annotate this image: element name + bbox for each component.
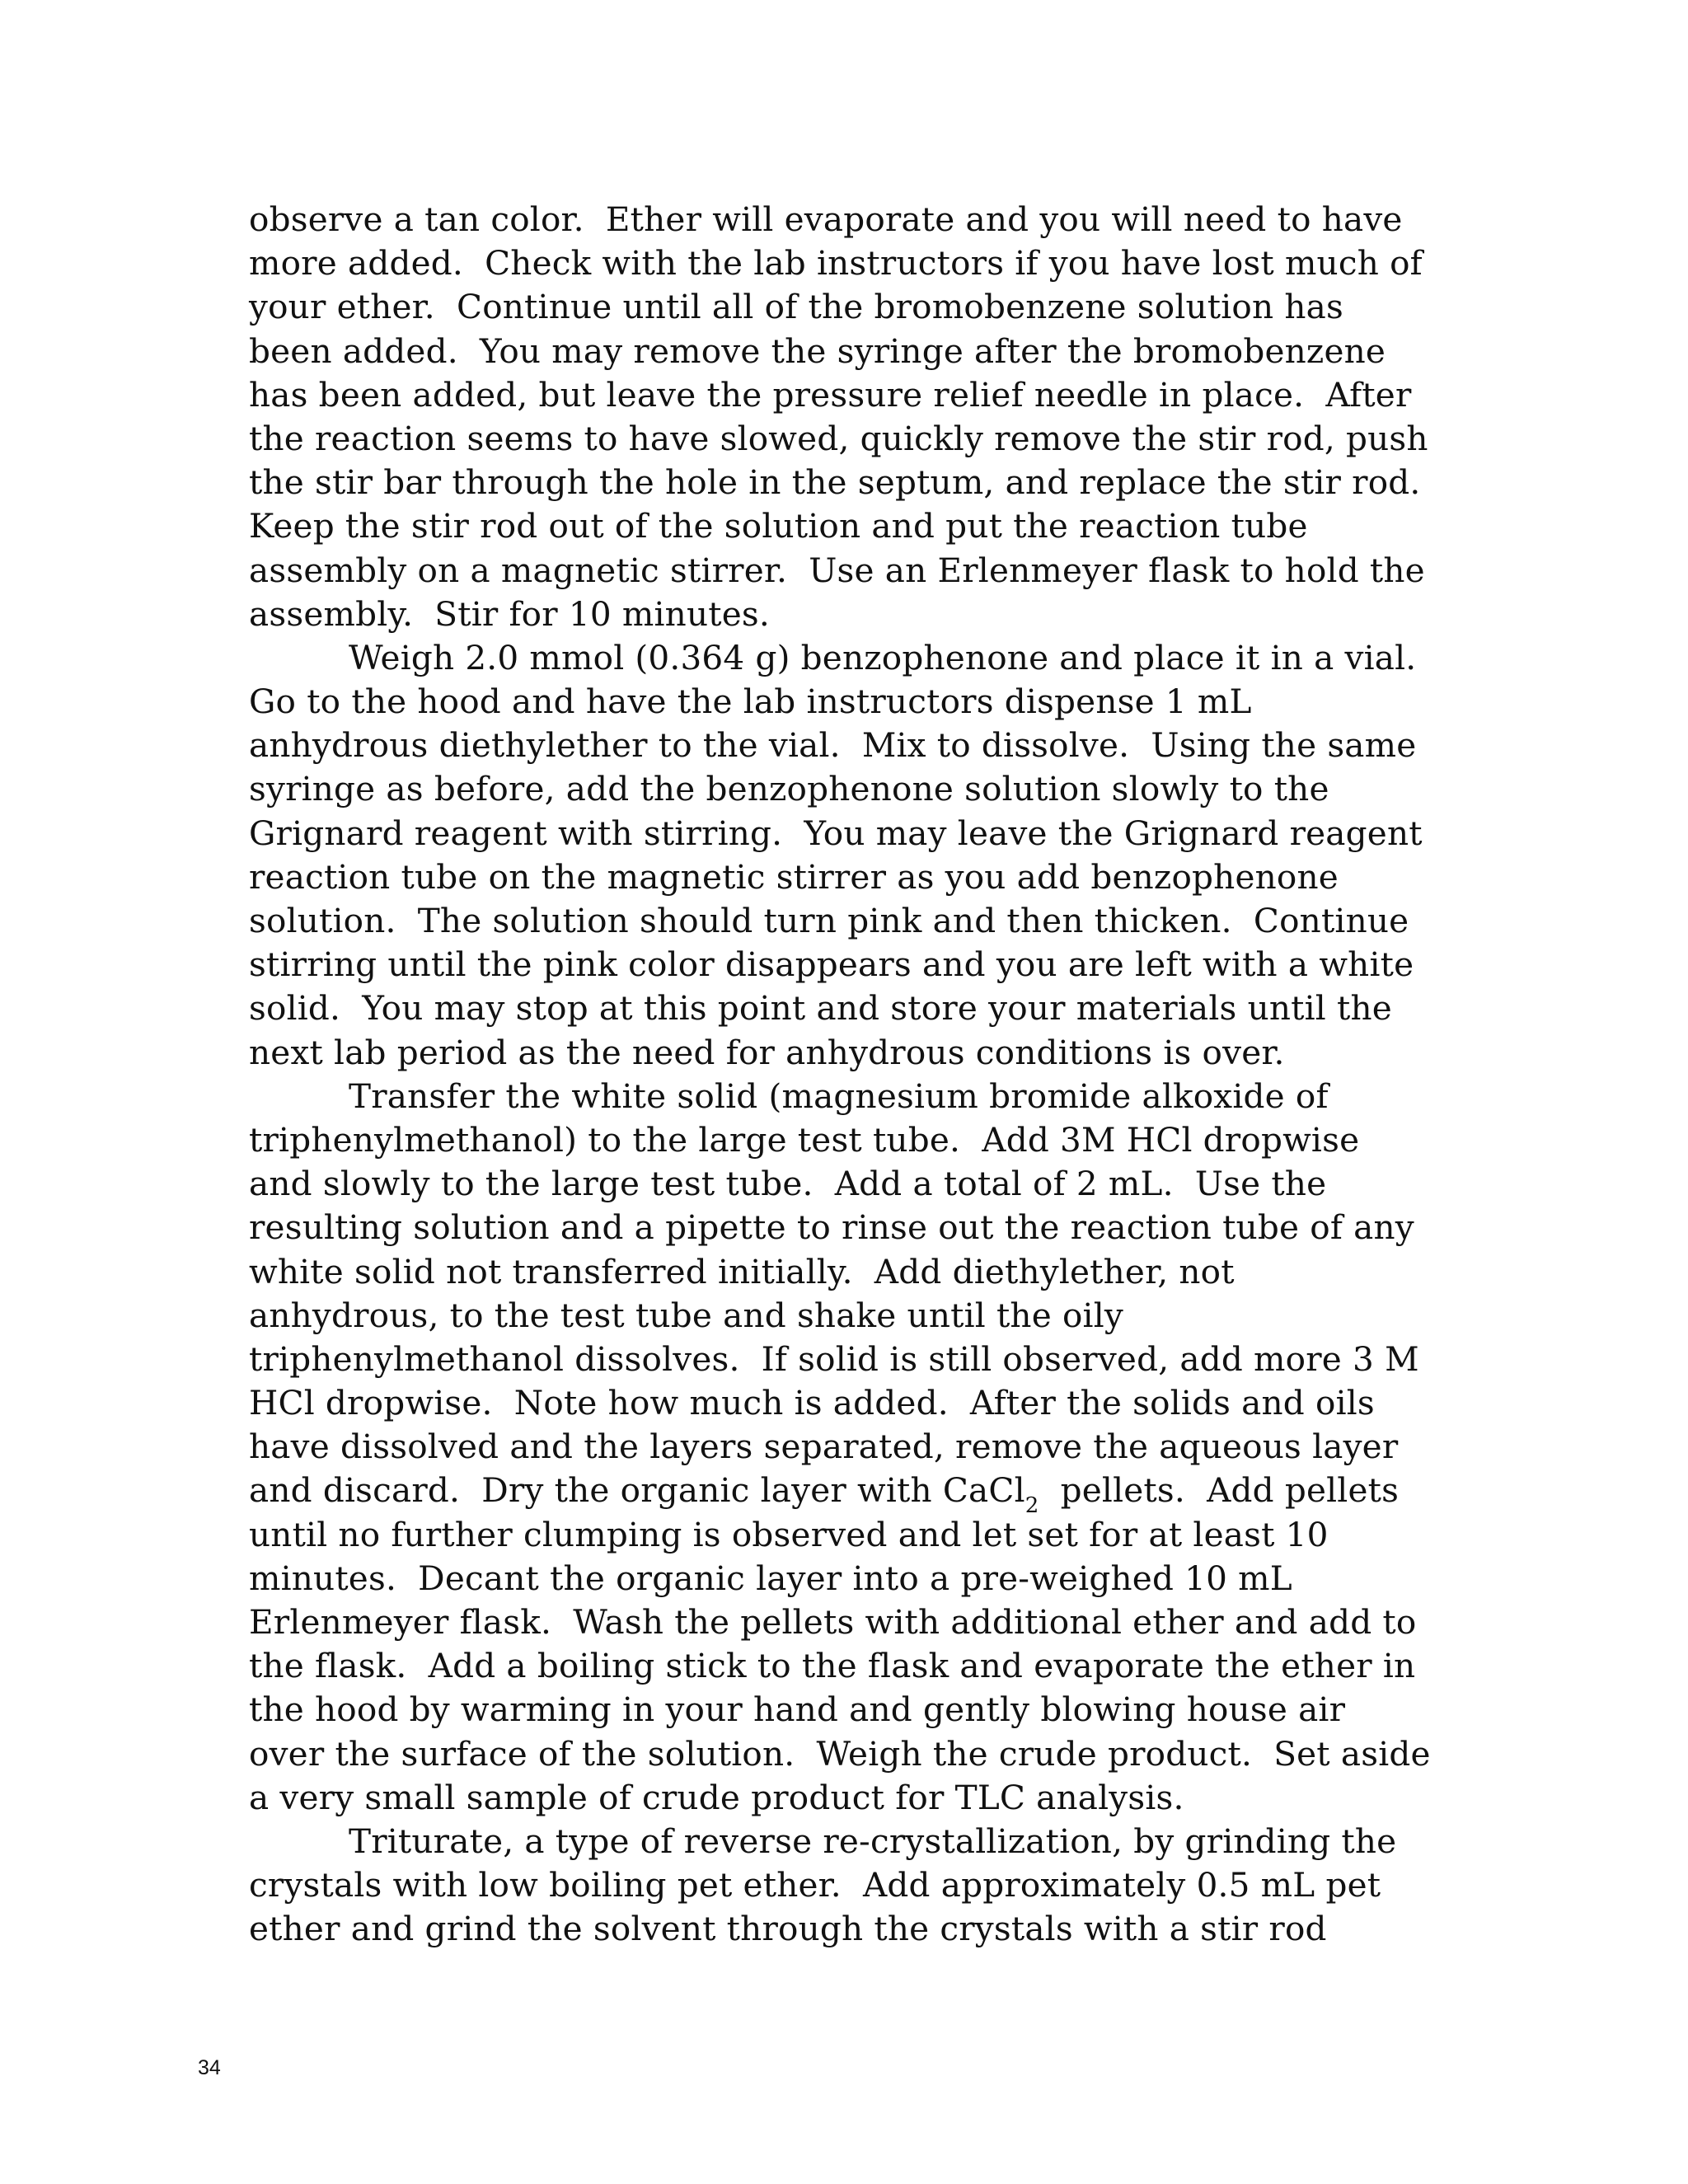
text-line: anhydrous diethylether to the vial. Mix to dissolve. Using the same: [249, 725, 1417, 766]
text-line: been added. You may remove the syringe after the bromobenzene: [249, 330, 1386, 371]
cacl2-line-end: pellets. Add pellets: [1039, 1470, 1400, 1511]
text-line: your ether. Continue until all of the bromobenzene solution has: [249, 287, 1343, 327]
text-line: more added. Check with the lab instructors if you have lost much of: [249, 243, 1423, 284]
text-line: crystals with low boiling pet ether. Add approximately 0.5 mL pet: [249, 1865, 1381, 1905]
text-line: the reaction seems to have slowed, quickly remove the stir rod, push: [249, 418, 1428, 458]
text-line: the hood by warming in your hand and gently blowing house air: [249, 1690, 1346, 1730]
text-line: Erlenmeyer flask. Wash the pellets with additional ether and add to: [249, 1602, 1417, 1642]
text-line: Keep the stir rod out of the solution and put the reaction tube: [249, 506, 1308, 546]
text-line: over the surface of the solution. Weigh the crude product. Set aside: [249, 1733, 1431, 1774]
text-line: the flask. Add a boiling stick to the flask and evaporate the ether in: [249, 1646, 1416, 1686]
text-line: solid. You may stop at this point and store your materials until the: [249, 988, 1392, 1029]
text-line: assembly on a magnetic stirrer. Use an Erlenmeyer flask to hold the: [249, 550, 1425, 590]
text-line: triphenylmethanol) to the large test tube. Add 3M HCl dropwise: [249, 1119, 1360, 1160]
text-line: resulting solution and a pipette to rinse out the reaction tube of any: [249, 1207, 1414, 1248]
cacl2-line-start: and discard. Dry the organic layer with CaCl: [249, 1470, 1025, 1511]
text-line: Triturate, a type of reverse re-crystallization, by grinding the: [349, 1821, 1397, 1861]
text-line: Grignard reagent with stirring. You may leave the Grignard reagent: [249, 813, 1423, 853]
text-line: anhydrous, to the test tube and shake until the oily: [249, 1295, 1123, 1335]
text-line: reaction tube on the magnetic stirrer as you add benzophenone: [249, 856, 1339, 897]
text-line: minutes. Decant the organic layer into a pre-weighed 10 mL: [249, 1558, 1292, 1598]
text-line: white solid not transferred initially. Add diethylether, not: [249, 1251, 1235, 1291]
text-line: the stir bar through the hole in the septum, and replace the stir rod.: [249, 462, 1421, 503]
text-line: triphenylmethanol dissolves. If solid is still observed, add more 3 M: [249, 1338, 1419, 1379]
text-line: next lab period as the need for anhydrous conditions is over.: [249, 1032, 1285, 1072]
text-line: syringe as before, add the benzophenone solution slowly to the: [249, 769, 1329, 809]
cacl2-subscript: 2: [1025, 1493, 1039, 1519]
page-number: 34: [198, 2056, 221, 2079]
text-line: Go to the hood and have the lab instructors dispense 1 mL: [249, 682, 1252, 722]
body-text: [249, 198, 1452, 1952]
text-line: observe a tan color. Ether will evaporate and you will need to have: [249, 199, 1403, 239]
text-line: a very small sample of crude product for TLC analysis.: [249, 1777, 1184, 1817]
text-line: and slowly to the large test tube. Add a total of 2 mL. Use the: [249, 1164, 1327, 1204]
text-line: Weigh 2.0 mmol (0.364 g) benzophenone and place it in a vial.: [349, 637, 1417, 677]
text-line: have dissolved and the layers separated, remove the aqueous layer: [249, 1427, 1399, 1467]
text-line: stirring until the pink color disappears and you are left with a white: [249, 944, 1414, 985]
text-line: ether and grind the solvent through the crystals with a stir rod: [249, 1909, 1327, 1949]
text-line: solution. The solution should turn pink and then thicken. Continue: [249, 901, 1409, 940]
text-line: assembly. Stir for 10 minutes.: [249, 593, 770, 634]
text-line: until no further clumping is observed and let set for at least 10: [249, 1514, 1329, 1554]
text-line: Transfer the white solid (magnesium bromide alkoxide of: [349, 1076, 1329, 1116]
text-line: HCl dropwise. Note how much is added. After the solids and oils: [249, 1383, 1375, 1423]
text-line: has been added, but leave the pressure relief needle in place. After: [249, 374, 1412, 415]
text-line-cacl2: [249, 1469, 1452, 1519]
